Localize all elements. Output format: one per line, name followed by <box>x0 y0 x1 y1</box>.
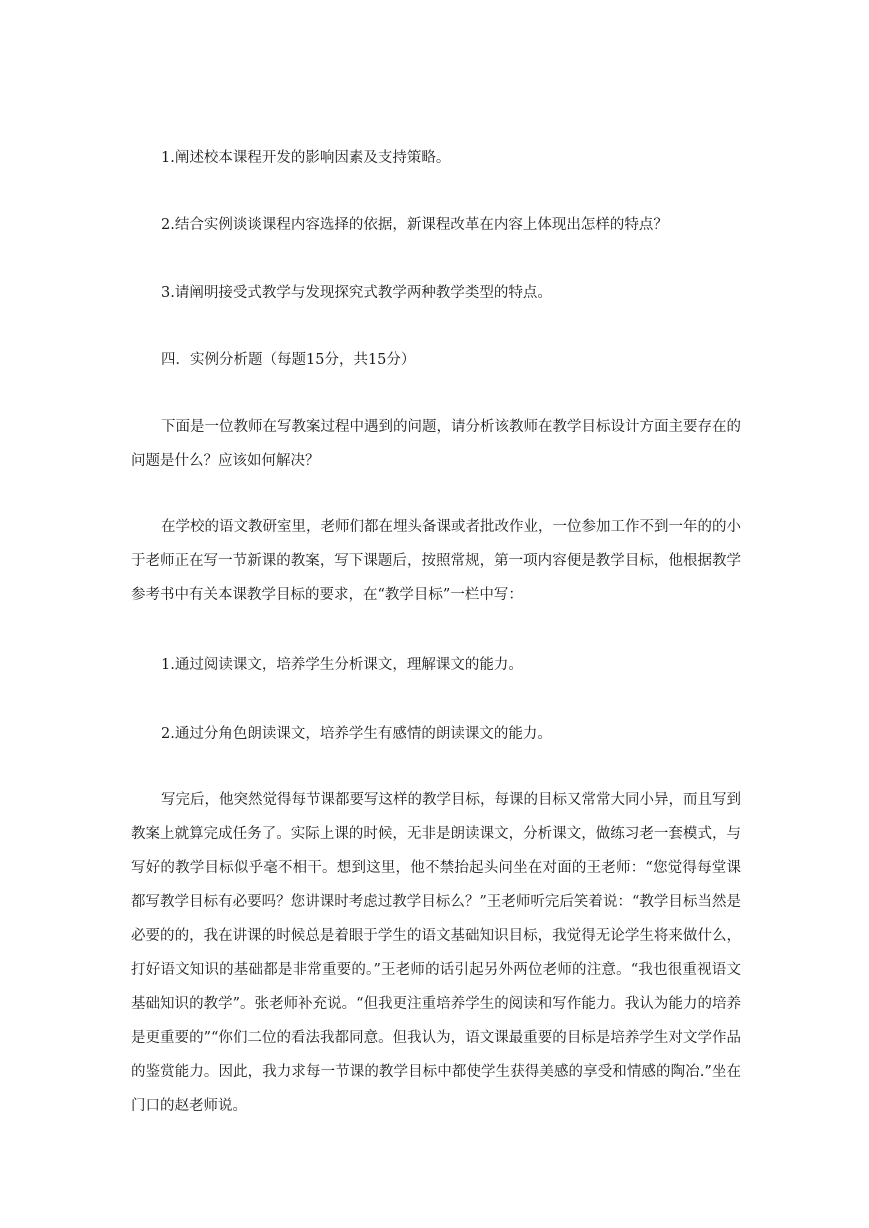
goal-2: 2.通过分角色朗读课文，培养学生有感情的朗读课文的能力。 <box>161 726 552 742</box>
question-3: 3.请阐明接受式教学与发现探究式教学两种教学类型的特点。 <box>161 285 552 301</box>
question-prompt: 下面是一位教师在写教案过程中遇到的问题，请分析该教师在教学目标设计方面主要存在的问题是什么？应该如何解决？ <box>131 419 741 469</box>
section-heading: 四．实例分析题（每题15分，共15分） <box>161 352 416 368</box>
case-body-paragraph: 写完后，他突然觉得每节课都要写这样的教学目标，每课的目标又常常大同小异，而且写到教案上就算完成任务了。实际上课的时候，无非是朗读课文，分析课文，做练习老一套模式，与写好的教学目标似乎毫不相干。想到这里，他不禁抬起头问坐在对面的王老师：“您觉得每堂课都写教学目标有必要吗？您讲课时考虑过教学目标么？”王老师听完后笑着说：“教学目标当然是必要的的，我在讲课的时候总是着眼于学生的语文基础知识目标，我觉得无论学生将来做什么，打好语文知识的基础都是非常重要的。”王老师的话引起另外两位老师的注意。“我也很重视语文基础知识的教学”。张老师补充说。“但我更注重培养学生的阅读和写作能力。我认为能力的培养是更重要的”“你们二位的看法我都同意。但我认为，语文课最重要的目标是培养学生对文学作品的鉴赏能力。因此，我力求每一节课的教学目标中都使学生获得美感的享受和情感的陶冶.”坐在门口的赵老师说。 <box>131 792 741 1114</box>
question-1: 1.阐述校本课程开发的影响因素及支持策略。 <box>161 150 451 166</box>
goal-1: 1.通过阅读课文，培养学生分析课文，理解课文的能力。 <box>161 657 523 673</box>
question-2: 2.结合实例谈谈课程内容选择的依据，新课程改革在内容上体现出怎样的特点？ <box>161 217 668 233</box>
case-intro-paragraph: 在学校的语文教研室里，老师们都在埋头备课或者批改作业，一位参加工作不到一年的的小于老师正在写一节新课的教案，写下课题后，按照常规，第一项内容便是教学目标，他根据教学参考书中有关本课教学目标的要求，在“教学目标”一栏中写： <box>131 519 741 603</box>
